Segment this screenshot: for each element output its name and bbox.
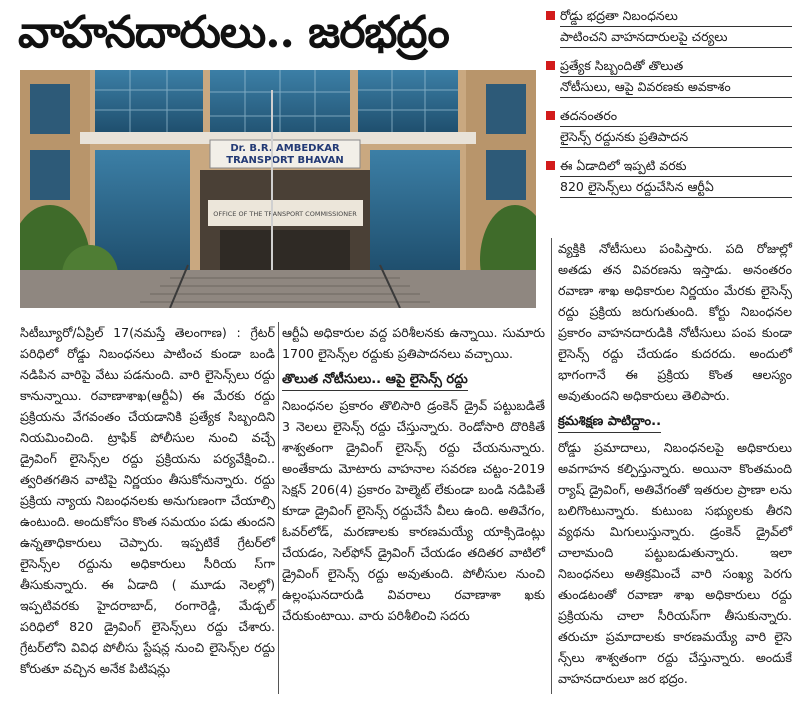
highlights-box: [546, 6, 792, 206]
sign-line1: Dr. B.R. AMBEDKAR: [230, 143, 340, 154]
column-divider: [551, 238, 552, 694]
subheading: క్రమశిక్షణ పాటిద్దాం..: [558, 412, 661, 433]
highlight-item: [546, 106, 792, 148]
article-column-3: [558, 238, 792, 689]
highlight-line: తదనంతరం: [560, 106, 792, 127]
highlight-line: ప్రత్యేక సిబ్బందితో తొలుత: [560, 56, 792, 77]
body-text: సిటీబ్యూరో/ఏప్రిల్ 17(నమస్తే తెలంగాణ) : గ్రేటర్ పరిధిలో రోడ్డు నిబంధనలు పాటించ కుండా బండి నడిపిన వారిపై వేటు పడనుంది. వారి లైసెన్స్‌లు రద్దు కానున్నాయి. రవాణాశాఖ(ఆర్టీఏ) ఈ మేరకు రద్దు ప్రక్రియను వేగవంతం చేయడానికి ప్రత్యేక సిబ్బందిని నియమించింది. ట్రాఫిక్ పోలీసుల నుంచి వచ్చే డ్రైవింగ్ లైసెన్స్‌ల రద్దు ప్రక్రియను పర్యవేక్షించి.. త్వరితగతిన వాటిపై నిర్ణయం తీసుకోనున్నారు. రద్దు ప్రక్రియ న్యాయ నిబంధనలకు అనుగుణంగా చేయాల్సి ఉంటుంది. అందుకోసం కొంత సమయం పడు తుందని ఉన్నతాధికారులు చెప్పారు. ఇప్పటికే గ్రేటర్‌లో లైసెన్స్‌ల రద్దును అధికారులు సీరియ స్‌గా తీసుకున్నారు. ఈ ఏడాది ( మూడు నెలల్లో) ఇప్పటివరకు హైదరాబాద్, రంగారెడ్డి, మేడ్చల్ పరిధిలో 820 డ్రైవింగ్ లైసెన్స్‌లు రద్దు చేశారు. గ్రేటర్‌లోని వివిధ పోలీసు స్టేషన్ల నుంచి లైసెన్స్‌ల రద్దు కోరుతూ వచ్చిన అనేక పిటిషన్లు: [20, 325, 275, 676]
body-text: ఆర్టీఏ అధికారుల వద్ద పరిశీలనకు ఉన్నాయి. సుమారు 1700 లైసెన్స్‌ల రద్దుకు ప్రతిపాదనలు వచ్చాయి.: [282, 325, 545, 361]
highlight-item: [546, 156, 792, 198]
highlight-line: 820 లైసెన్స్‌లు రద్దుచేసిన ఆర్టీఏ: [560, 177, 792, 198]
highlight-item: [546, 6, 792, 48]
highlight-line: ఈ ఏడాదిలో ఇప్పటి వరకు: [560, 156, 792, 177]
red-square-icon: [546, 61, 555, 70]
red-square-icon: [546, 161, 555, 170]
highlight-line: పాటించని వాహనదారులపై చర్యలు: [560, 27, 792, 48]
highlight-line: నోటీసులు, ఆపై వివరణకు అవకాశం: [560, 77, 792, 98]
transport-bhavan-photo: [20, 70, 536, 308]
column-divider: [278, 322, 279, 694]
highlight-item: [546, 56, 792, 98]
subheading: తొలుత నోటీసులు.. ఆపై లైసెన్స్ రద్దు: [282, 370, 468, 391]
article-column-1: [20, 322, 275, 679]
body-text: వ్యక్తికి నోటీసులు పంపిస్తారు. పది రోజుల్లో అతడు తన వివరణను ఇస్తాడు. అనంతరం రవాణా శాఖ అధికారుల నిర్ణయం మేరకు లైసెన్స్ రద్దు ప్రక్రియ జరుగుతుంది. కోర్టు నిబంధనల ప్రకారం వాహనదారుడికి నోటీసులు పంప కుండా లైసెన్స్ రద్దు చేయడం కుదరదు. అందులో భాగంగానే ఈ ప్రక్రియ కొంత ఆలస్యం అవుతుందని అధికారులు తెలిపారు.: [558, 241, 792, 403]
body-text: నిబంధనల ప్రకారం తొలిసారి డ్రంకెన్ డ్రైవ్ పట్టుబడితే 3 నెలలు లైసెన్స్ రద్దు చేస్తున్నారు. రెండోసారి దొరికితే శాశ్వతంగా డ్రైవింగ్ లైసెన్స్ రద్దు చేయనున్నారు. అంతేకాదు మోటారు వాహనాల సవరణ చట్టం-2019 సెక్షన్ 206(4) ప్రకారం హెల్మెట్ లేకుండా బండి నడిపితే కూడా డ్రైవింగ్ లైసెన్స్ రద్దుచేసే వీలు ఉంది. అతివేగం, ఓవర్‌లోడ్, మరణాలకు కారణమయ్యే యాక్సిడెంట్లు చేయడం, సెల్‌ఫోన్ డ్రైవింగ్ చేయడం తదితర వాటిలో డ్రైవింగ్ లైసెన్స్ రద్దు అవుతుంది. పోలీసుల నుంచి ఉల్లంఘనదారుడి వివరాలు రవాణాశా ఖకు చేరుకుంటాయి. వారు పరిశీలించి సదరు: [282, 398, 545, 623]
article-column-2: [282, 322, 545, 626]
inner-sign: OFFICE OF THE TRANSPORT COMMISSIONER: [213, 210, 357, 218]
highlight-line: రోడ్డు భద్రతా నిబంధనలు: [560, 6, 792, 27]
body-text: రోడ్డు ప్రమాదాలు, నిబంధనలపై అధికారులు అవగాహన కల్పిస్తున్నారు. అయినా కొంతమంది ర్యాష్ డ్రైవింగ్, అతివేగంతో ఇతరుల ప్రాణా లను బలిగొంటున్నారు. కుటుంబ సభ్యులకు తీరని వ్యథను మిగులుస్తున్నారు. డ్రంకెన్ డ్రైవ్‌లో చాలామంది పట్టుబడుతున్నారు. ఇలా నిబంధనలు అతిక్రమించే వారి సంఖ్య పెరగు తుండటంతో రవాణా శాఖ అధికారులు రద్దు ప్రక్రియను చాలా సీరియస్‌గా తీసుకున్నారు. తరుచూ ప్రమాదాలకు కారణమయ్యే వారి లైసె న్స్‌లు శాశ్వతంగా రద్దు చేస్తున్నారు. అందుకే వాహనదారులూ జర భద్రం.: [558, 440, 792, 686]
red-square-icon: [546, 11, 555, 20]
red-square-icon: [546, 111, 555, 120]
highlight-line: లైసెన్స్ రద్దునకు ప్రతిపాదన: [560, 127, 792, 148]
sign-line2: TRANSPORT BHAVAN: [226, 155, 344, 166]
headline: వాహనదారులు.. జరభద్రం: [18, 7, 449, 58]
